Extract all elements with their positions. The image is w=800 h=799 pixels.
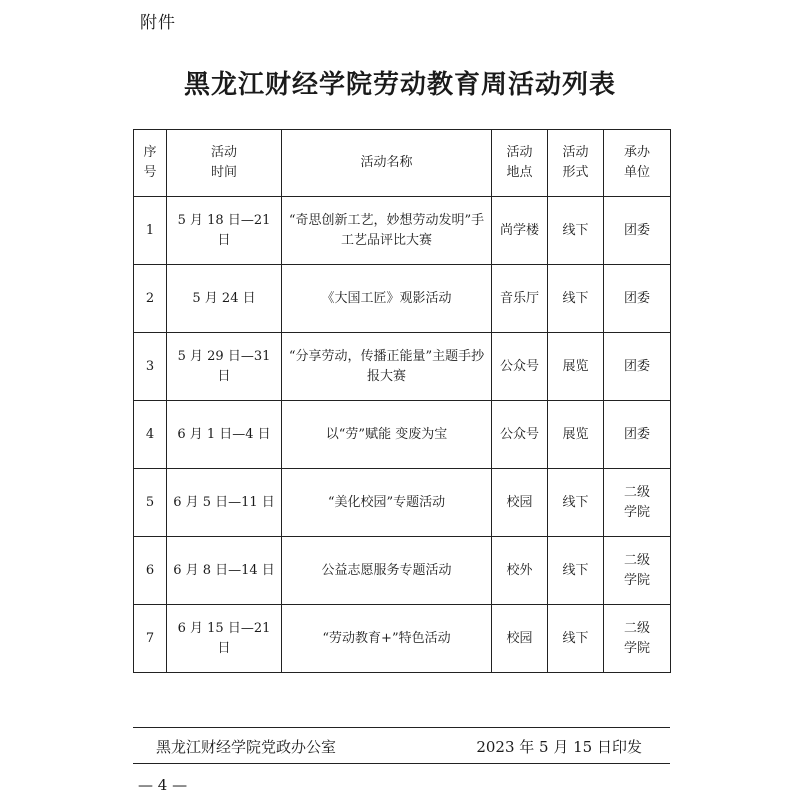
attachment-label: 附件 — [140, 13, 176, 33]
document-title: 黑龙江财经学院劳动教育周活动列表 — [183, 70, 616, 100]
header-name: 活动名称 — [282, 130, 492, 197]
cell-name: 公益志愿服务专题活动 — [282, 537, 492, 605]
cell-seq: 4 — [134, 401, 167, 469]
cell-location: 校园 — [492, 469, 548, 537]
cell-organizer: 团委 — [604, 265, 671, 333]
cell-name: 《大国工匠》观影活动 — [282, 265, 492, 333]
table-row — [134, 537, 671, 605]
cell-seq: 3 — [134, 333, 167, 401]
cell-form: 线下 — [548, 265, 604, 333]
cell-name: “劳动教育+”特色活动 — [282, 605, 492, 673]
cell-name: 以“劳”赋能 变废为宝 — [282, 401, 492, 469]
cell-seq: 7 — [134, 605, 167, 673]
table-row — [134, 469, 671, 537]
cell-time: 5 月 29 日—31 日 — [167, 333, 282, 401]
cell-location: 尚学楼 — [492, 197, 548, 265]
cell-organizer: 二级学院 — [604, 469, 671, 537]
cell-seq: 5 — [134, 469, 167, 537]
cell-name: “分享劳动，传播正能量”主题手抄报大赛 — [282, 333, 492, 401]
cell-seq: 1 — [134, 197, 167, 265]
header-organizer: 承办单位 — [604, 130, 671, 197]
header-location: 活动地点 — [492, 130, 548, 197]
cell-organizer: 团委 — [604, 333, 671, 401]
header-seq: 序号 — [134, 130, 167, 197]
cell-organizer: 团委 — [604, 401, 671, 469]
cell-name: “奇思创新工艺，妙想劳动发明”手工艺品评比大赛 — [282, 197, 492, 265]
cell-organizer: 二级学院 — [604, 605, 671, 673]
table-row — [134, 401, 671, 469]
cell-form: 线下 — [548, 197, 604, 265]
cell-time: 6 月 5 日—11 日 — [167, 469, 282, 537]
cell-location: 校园 — [492, 605, 548, 673]
cell-time: 5 月 18 日—21 日 — [167, 197, 282, 265]
footer-rule-top — [133, 727, 670, 728]
cell-location: 音乐厅 — [492, 265, 548, 333]
cell-name: “美化校园”专题活动 — [282, 469, 492, 537]
cell-organizer: 二级学院 — [604, 537, 671, 605]
activity-table — [133, 129, 671, 673]
cell-location: 公众号 — [492, 401, 548, 469]
cell-form: 展览 — [548, 333, 604, 401]
table-row — [134, 197, 671, 265]
table-row — [134, 605, 671, 673]
footer-issuer: 黑龙江财经学院党政办公室 — [156, 738, 337, 756]
cell-seq: 6 — [134, 537, 167, 605]
cell-form: 线下 — [548, 469, 604, 537]
header-form: 活动形式 — [548, 130, 604, 197]
cell-form: 线下 — [548, 605, 604, 673]
cell-location: 校外 — [492, 537, 548, 605]
table-row — [134, 333, 671, 401]
table-row — [134, 265, 671, 333]
table-header-row — [134, 130, 671, 197]
header-time: 活动时间 — [167, 130, 282, 197]
cell-time: 6 月 8 日—14 日 — [167, 537, 282, 605]
cell-seq: 2 — [134, 265, 167, 333]
cell-time: 5 月 24 日 — [167, 265, 282, 333]
cell-location: 公众号 — [492, 333, 548, 401]
cell-time: 6 月 15 日—21 日 — [167, 605, 282, 673]
cell-organizer: 团委 — [604, 197, 671, 265]
cell-form: 线下 — [548, 537, 604, 605]
page-number: — 4 — — [138, 776, 188, 794]
footer-rule-bottom — [133, 763, 670, 764]
cell-form: 展览 — [548, 401, 604, 469]
cell-time: 6 月 1 日—4 日 — [167, 401, 282, 469]
footer-issue-date: 2023 年 5 月 15 日印发 — [476, 738, 642, 756]
